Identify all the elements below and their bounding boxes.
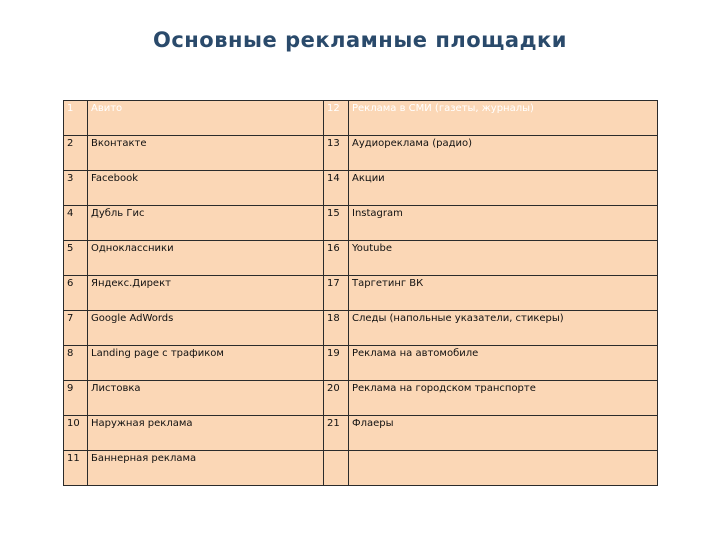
row-number-right: 14 (324, 171, 349, 206)
row-number-left: 6 (64, 276, 88, 311)
table-row (64, 241, 658, 276)
platform-name-right: Аудиореклама (радио) (349, 136, 658, 171)
platform-name-right: Реклама на автомобиле (349, 346, 658, 381)
platform-name-right: Следы (напольные указатели, стикеры) (349, 311, 658, 346)
row-number-left: 11 (64, 451, 88, 486)
platform-name-right: Флаеры (349, 416, 658, 451)
platform-name-left: Листовка (88, 381, 324, 416)
table-row (64, 136, 658, 171)
platform-name-right (349, 451, 658, 486)
platform-name-left: Дубль Гис (88, 206, 324, 241)
platform-name-right: Реклама в СМИ (газеты, журналы) (349, 101, 658, 136)
row-number-right: 19 (324, 346, 349, 381)
platform-name-left: Google AdWords (88, 311, 324, 346)
platform-name-left: Landing page с трафиком (88, 346, 324, 381)
row-number-left: 10 (64, 416, 88, 451)
platform-name-left: Яндекс.Директ (88, 276, 324, 311)
table-row (64, 451, 658, 486)
row-number-right (324, 451, 349, 486)
row-number-left: 4 (64, 206, 88, 241)
row-number-right: 15 (324, 206, 349, 241)
row-number-left: 7 (64, 311, 88, 346)
platform-name-right: Youtube (349, 241, 658, 276)
row-number-left: 8 (64, 346, 88, 381)
platform-name-left: Вконтакте (88, 136, 324, 171)
table-row (64, 416, 658, 451)
row-number-right: 16 (324, 241, 349, 276)
row-number-right: 20 (324, 381, 349, 416)
platform-name-right: Акции (349, 171, 658, 206)
row-number-left: 2 (64, 136, 88, 171)
table-row (64, 206, 658, 241)
row-number-right: 21 (324, 416, 349, 451)
platform-name-right: Таргетинг ВК (349, 276, 658, 311)
ad-platforms-table (63, 100, 658, 486)
platform-name-left: Наружная реклама (88, 416, 324, 451)
table-row (64, 346, 658, 381)
platform-name-left: Facebook (88, 171, 324, 206)
row-number-right: 17 (324, 276, 349, 311)
table-row (64, 381, 658, 416)
row-number-right: 12 (324, 101, 349, 136)
platform-name-left: Баннерная реклама (88, 451, 324, 486)
table-row (64, 311, 658, 346)
table-row (64, 171, 658, 206)
row-number-right: 18 (324, 311, 349, 346)
row-number-left: 1 (64, 101, 88, 136)
slide-title: Основные рекламные площадки (152, 28, 567, 52)
platform-name-right: Instagram (349, 206, 658, 241)
row-number-left: 3 (64, 171, 88, 206)
platform-name-left: Авито (88, 101, 324, 136)
platform-name-right: Реклама на городском транспорте (349, 381, 658, 416)
table-row (64, 101, 658, 136)
table-row (64, 276, 658, 311)
platform-name-left: Одноклассники (88, 241, 324, 276)
row-number-right: 13 (324, 136, 349, 171)
row-number-left: 9 (64, 381, 88, 416)
row-number-left: 5 (64, 241, 88, 276)
